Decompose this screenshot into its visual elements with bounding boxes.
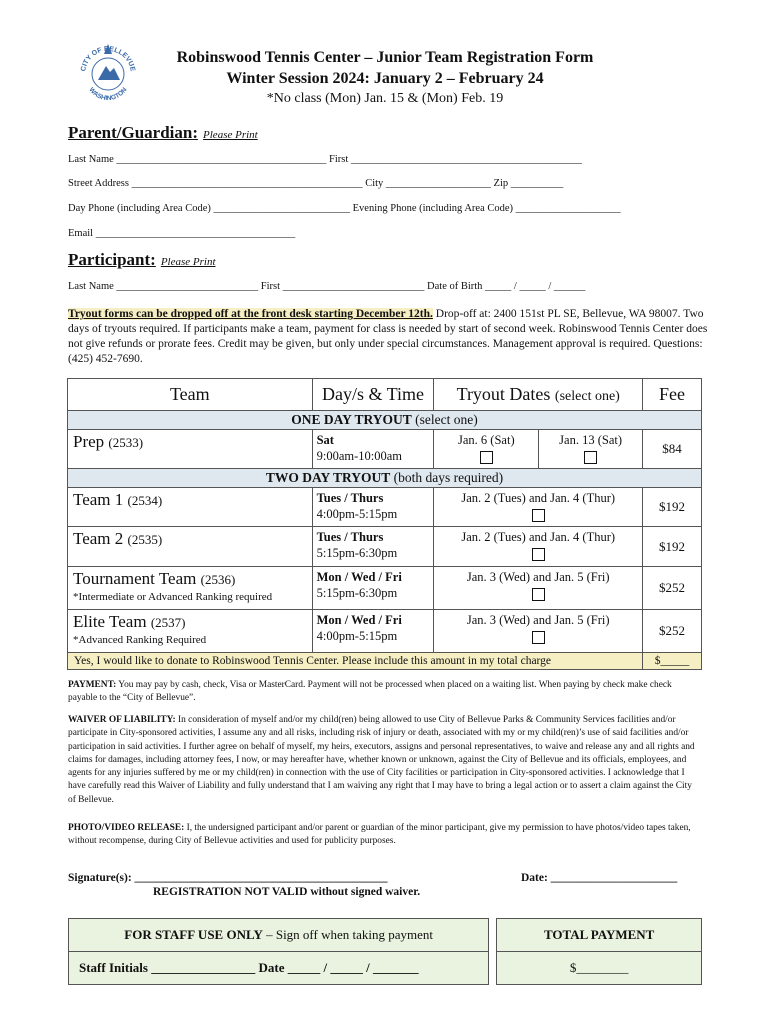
no-class-note: *No class (Mon) Jan. 15 & (Mon) Feb. 19 (266, 91, 504, 106)
participant-print-note: Please Print (160, 256, 216, 268)
prep-date1 (434, 430, 539, 469)
parent-heading-label: Parent/Guardian: (68, 123, 199, 142)
team-name: Tournament Team (73, 569, 197, 588)
waiver-label: WAIVER OF LIABILITY: (68, 715, 176, 725)
total-payment-field[interactable]: $________ (497, 952, 702, 985)
svg-text:WASHINGTON: WASHINGTON (87, 86, 129, 103)
svg-text:CITY OF BELLEVUE: CITY OF BELLEVUE (80, 45, 136, 73)
prep-date2-checkbox[interactable] (584, 451, 597, 464)
donate-text: Yes, I would like to donate to Robinswood Tennis Center. Please include this amount in my total charge (68, 653, 643, 670)
header-tryout-sub: (select one) (554, 389, 620, 404)
photo-label: PHOTO/VIDEO RELEASE: (68, 823, 185, 833)
payment-label: PAYMENT: (68, 680, 117, 690)
team-code: (2535) (127, 532, 163, 547)
team-cell (68, 567, 313, 610)
team-fee: $192 (643, 488, 702, 527)
session-title: Winter Session 2024: January 2 – February 24 (226, 70, 544, 87)
team-cell (68, 610, 313, 653)
one-day-tryout-row (68, 411, 702, 430)
team-checkbox[interactable] (532, 509, 545, 522)
donate-amount-field[interactable]: $_____ (643, 653, 702, 670)
team-fee: $252 (643, 610, 702, 653)
team-dates (434, 527, 643, 567)
payment-text: You may pay by cash, check, Visa or MasterCard. Payment will not be processed when placed on a waiting list. When paying by check make check payable to the “City of Bellevue”. (68, 680, 672, 704)
participant-heading-label: Participant: (68, 250, 156, 269)
header-tryout-label: Tryout Dates (456, 384, 551, 404)
waiver-text: In consideration of myself and/or my child(ren) being allowed to use City of Bellevue Parks & Community Services facilities and/or participate in City-sponsored activities, I assume any and all risks, including risk of injury or death, associated with my or my child(ren)’s use of said facilities and/or participation in said activities. I further agree on behalf of myself, my heirs, executors, assigns and personal representatives, to waive and release any and all rights and claims for damages, including attorney fees, I now, or may hereafter have, whether known or unknown, against the City of Bellevue and its officials, employees, and agents for any injuries suffered by me or my child(ren) in connection with the use of City facilities or participation in City-sponsored activities. I acknowledge that I have carefully read this Waiver of Liability and fully understand that I am waiving any right that I may have to bring a legal action or to assert a claim against the City of Bellevue. (68, 715, 695, 805)
two-day-sub: (both days required) (393, 470, 504, 485)
team-code: (2537) (150, 615, 186, 630)
parent-phone-field[interactable]: Day Phone (including Area Code) __________________________ Evening Phone (including Area Code) ____________________ (68, 203, 621, 214)
one-day-sub: (select one) (415, 412, 478, 427)
signature-field[interactable]: Signature(s): ____________________________________________ (68, 872, 388, 884)
team-name: Elite Team (73, 612, 147, 631)
header-tryout (434, 379, 643, 411)
two-day-tryout-row (68, 469, 702, 488)
prep-time (312, 430, 434, 469)
prep-row (68, 430, 702, 469)
staff-heading-bold: FOR STAFF USE ONLY (124, 927, 263, 942)
team-dates-label: Jan. 3 (Wed) and Jan. 5 (Fri) (466, 570, 610, 584)
waiver-required-note: REGISTRATION NOT VALID without signed waiver. (153, 886, 421, 898)
team-dates-label: Jan. 2 (Tues) and Jan. 4 (Thur) (461, 530, 616, 544)
team-row (68, 610, 702, 653)
team-requirement: *Advanced Ranking Required (73, 634, 207, 646)
payment-paragraph (68, 679, 702, 706)
staff-gap (489, 952, 497, 985)
team-hours: 4:00pm-5:15pm (316, 629, 398, 643)
staff-heading-rest: – Sign off when taking payment (262, 927, 434, 942)
team-dates-label: Jan. 2 (Tues) and Jan. 4 (Thur) (461, 491, 616, 505)
staff-use-table (68, 918, 702, 985)
prep-name: Prep (73, 432, 105, 451)
team-checkbox[interactable] (532, 588, 545, 601)
donate-row (68, 653, 702, 670)
team-code: (2534) (127, 493, 163, 508)
team-time (312, 567, 434, 610)
team-hours: 5:15pm-6:30pm (316, 586, 398, 600)
header-fee: Fee (643, 379, 702, 411)
prep-team (68, 430, 313, 469)
team-fee: $252 (643, 567, 702, 610)
participant-heading (68, 250, 216, 270)
team-days: Tues / Thurs (316, 491, 384, 505)
team-dates (434, 488, 643, 527)
team-dates (434, 610, 643, 653)
one-day-label: ONE DAY TRYOUT (291, 412, 412, 427)
team-row (68, 527, 702, 567)
team-cell (68, 527, 313, 567)
team-fee: $192 (643, 527, 702, 567)
prep-date1-checkbox[interactable] (480, 451, 493, 464)
prep-day: Sat (316, 433, 334, 447)
team-dates-label: Jan. 3 (Wed) and Jan. 5 (Fri) (466, 613, 610, 627)
prep-date2-label: Jan. 13 (Sat) (559, 433, 623, 447)
staff-gap (489, 919, 497, 952)
team-time (312, 488, 434, 527)
team-checkbox[interactable] (532, 548, 545, 561)
team-days: Tues / Thurs (316, 530, 384, 544)
team-days: Mon / Wed / Fri (316, 570, 402, 584)
prep-date1-label: Jan. 6 (Sat) (458, 433, 515, 447)
team-row (68, 567, 702, 610)
team-hours: 4:00pm-5:15pm (316, 507, 398, 521)
two-day-label: TWO DAY TRYOUT (265, 470, 391, 485)
team-time (312, 527, 434, 567)
staff-heading (69, 919, 489, 952)
staff-initials-field[interactable]: Staff Initials ________________ Date _____ / _____ / _______ (69, 952, 489, 985)
team-row (68, 488, 702, 527)
participant-name-field[interactable]: Last Name ___________________________ First ___________________________ Date of Birth _____ / _____ / ______ (68, 281, 586, 292)
team-time (312, 610, 434, 653)
team-requirement: *Intermediate or Advanced Ranking required (73, 591, 273, 603)
parent-name-field[interactable]: Last Name ________________________________________ First ____________________________________________ (68, 154, 582, 165)
registration-table (67, 378, 702, 670)
header-team: Team (68, 379, 313, 411)
form-title: Robinswood Tennis Center – Junior Team Registration Form (176, 49, 594, 66)
photo-text: I, the undersigned participant and/or parent or guardian of the minor participant, give my permission to have photos/video tapes taken, without recompense, during City of Bellevue activities and used for publicity purposes. (68, 823, 691, 847)
team-dates (434, 567, 643, 610)
team-cell (68, 488, 313, 527)
prep-hours: 9:00am-10:00am (316, 449, 403, 463)
signature-date-field[interactable]: Date: ______________________ (521, 872, 678, 884)
waiver-paragraph (68, 714, 702, 807)
tryout-highlight: Tryout forms can be dropped off at the front desk starting December 12th. (68, 308, 433, 320)
team-checkbox[interactable] (532, 631, 545, 644)
team-hours: 5:15pm-6:30pm (316, 546, 398, 560)
header-days: Day/s & Time (312, 379, 434, 411)
prep-fee: $84 (643, 430, 702, 469)
tryout-text: Drop-off at: 2400 151st PL SE, Bellevue, WA 98007. Two days of tryouts required. If participants make a team, payment for class is needed by start of second week. Robinswood Tennis Center does not give refunds or prorate fees. Credit may be given, but only under special circumstances. Management approval is required. Questions: (425) 452-7690. (68, 308, 708, 365)
parent-heading (68, 123, 258, 143)
team-days: Mon / Wed / Fri (316, 613, 402, 627)
prep-date2 (539, 430, 643, 469)
photo-release-paragraph (68, 822, 702, 849)
prep-code: (2533) (108, 435, 144, 450)
team-name: Team 2 (73, 529, 124, 548)
parent-print-note: Please Print (203, 129, 258, 141)
team-name: Team 1 (73, 490, 124, 509)
total-payment-label: TOTAL PAYMENT (497, 919, 702, 952)
parent-email-field[interactable]: Email ______________________________________ (68, 228, 296, 239)
parent-address-field[interactable]: Street Address ____________________________________________ City ____________________ Zip __________ (68, 178, 564, 189)
tryout-info (68, 307, 708, 367)
team-code: (2536) (200, 572, 236, 587)
